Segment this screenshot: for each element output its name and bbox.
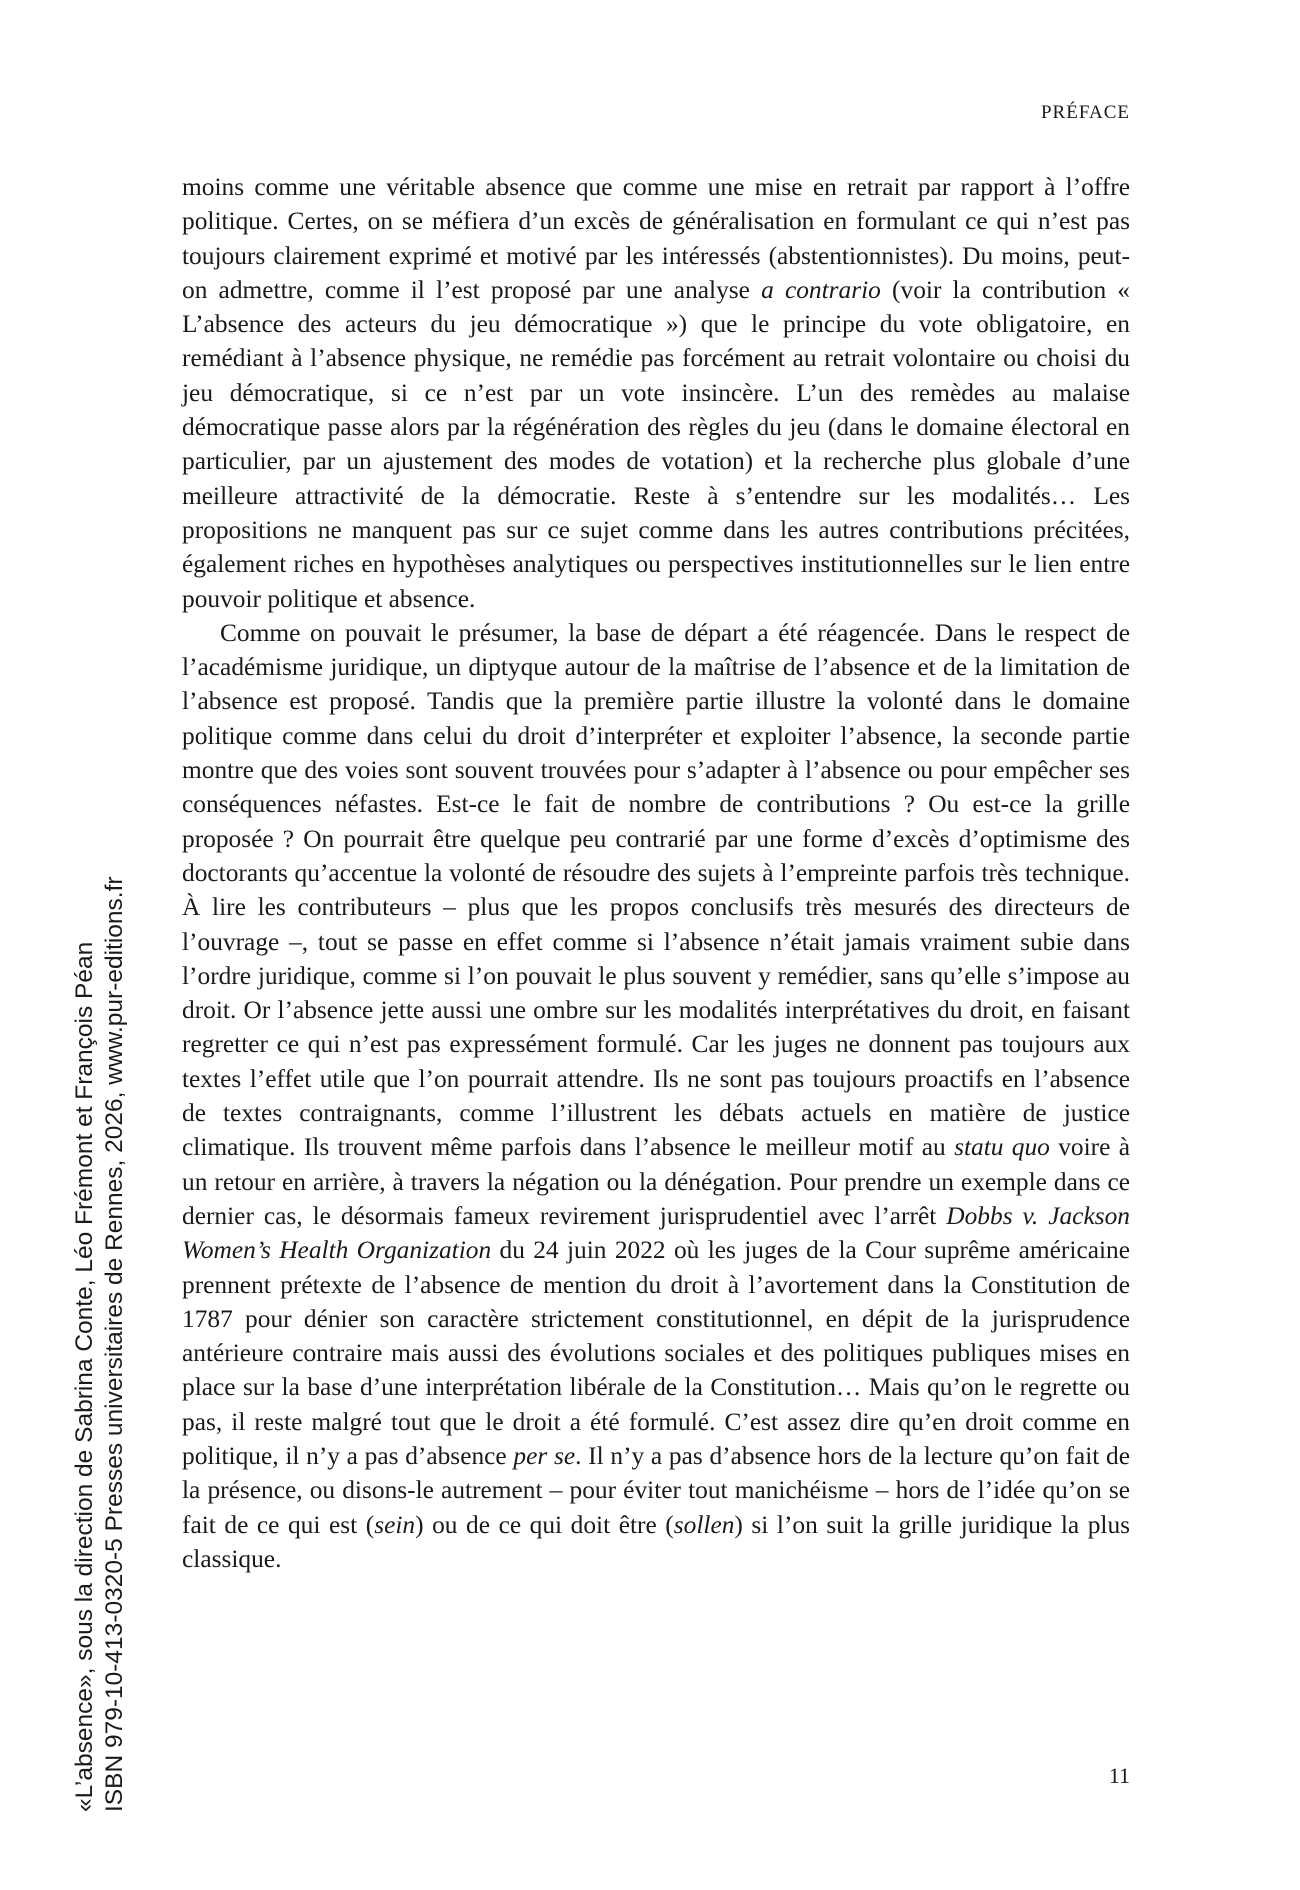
side-note-line-2: ISBN 979-10-413-0320-5 Presses universitaires de Rennes, 2026, www.pur-editions.fr — [101, 876, 128, 1812]
body-text — [182, 170, 1130, 1576]
paragraph-1-text-1: moins comme une véritable absence que comme une mise en retrait par rapport à l’offre politique. Certes, on se méfiera d’un excès de généralisation en formulant ce qui n’est pas toujours clairement exprimé et motivé par les intéressés (abstentionnistes). Du moins, peut-on admettre, comme il l’est proposé par une analyse — [182, 173, 1130, 304]
paragraph-2 — [182, 616, 1130, 1576]
paragraph-2-italic-3: per se — [513, 1441, 576, 1470]
paragraph-2-italic-1: statu quo — [954, 1133, 1050, 1162]
side-copyright-note — [70, 852, 130, 1812]
running-head: PRÉFACE — [1040, 102, 1130, 123]
paragraph-1-text-2: (voir la contribution « L’absence des acteurs du jeu démocratique ») que le principe du vote obligatoire, en remédiant à l’absence physique, ne remédie pas forcément au retrait volontaire ou choisi du jeu démocratique, si ce n’est par un vote insincère. L’un des remèdes au malaise démocratique passe alors par la régénération des règles du jeu (dans le domaine électoral en particulier, par un ajustement des modes de votation) et la recherche plus globale d’une meilleure attractivité de la démocratie. Reste à s’entendre sur les modalités… Les propositions ne manquent pas sur ce sujet comme dans les autres contributions précitées, également riches en hypothèses analytiques ou perspectives institutionnelles sur le lien entre pouvoir politique et absence. — [182, 275, 1130, 613]
side-note-line-1: «L’absence», sous la direction de Sabrina Conte, Léo Frémont et François Péan — [71, 941, 98, 1812]
paragraph-2-italic-5: sollen — [673, 1510, 735, 1539]
paragraph-1-italic-1: a contrario — [761, 275, 881, 304]
paragraph-2-text-5: ) ou de ce qui doit être ( — [415, 1510, 674, 1539]
paragraph-2-text-1: Comme on pouvait le présumer, la base de départ a été réagencée. Dans le respect de l’académisme juridique, un diptyque autour de la maîtrise de l’absence et de la limitation de l’absence est proposé. Tandis que la première partie illustre la volonté dans le domaine politique comme dans celui du droit d’interpréter et exploiter l’absence, la seconde partie montre que des voies sont souvent trouvées pour s’adapter à l’absence ou pour empêcher ses conséquences néfastes. Est-ce le fait de nombre de contributions ? Ou est-ce la grille proposée ? On pourrait être quelque peu contrarié par une forme d’excès d’optimisme des doctorants qu’accentue la volonté de résoudre des sujets à l’empreinte parfois très technique. À lire les contributeurs – plus que les propos conclusifs très mesurés des directeurs de l’ouvrage –, tout se passe en effet comme si l’absence n’était jamais vraiment subie dans l’ordre juridique, comme si l’on pouvait le plus souvent y remédier, sans qu’elle s’impose au droit. Or l’absence jette aussi une ombre sur les modalités interprétatives du droit, en faisant regretter ce qui n’est pas expressément formulé. Car les juges ne donnent pas toujours aux textes l’effet utile que l’on pourrait attendre. Ils ne sont pas toujours proactifs en l’absence de textes contraignants, comme l’illustrent les débats actuels en matière de justice climatique. Ils trouvent même parfois dans l’absence le meilleur motif au — [182, 618, 1130, 1162]
paragraph-2-italic-4: sein — [374, 1510, 416, 1539]
paragraph-2-text-4: . Il n’y a pas d’absence hors de la lecture qu’on fait de la présence, ou disons-le autrement – pour éviter tout manichéisme – hors de l’idée qu’on se fait de ce qui est ( — [182, 1441, 1130, 1539]
paragraph-1 — [182, 170, 1130, 616]
paragraph-2-text-2: voire à un retour en arrière, à travers la négation ou la dénégation. Pour prendre un exemple dans ce dernier cas, le désormais fameux revirement jurisprudentiel avec l’arrêt — [182, 1133, 1130, 1230]
paragraph-2-italic-2: Dobbs v. Jackson Women’s Health Organization — [182, 1201, 1130, 1265]
paragraph-2-text-3: du 24 juin 2022 où les juges de la Cour suprême américaine prennent prétexte de l’absence de mention du droit à l’avortement dans la Constitution de 1787 pour dénier son caractère strictement constitutionnel, en dépit de la jurisprudence antérieure contraire mais aussi des évolutions sociales et des politiques publiques mises en place sur la base d’une interprétation libérale de la Constitution… Mais qu’on le regrette ou pas, il reste malgré tout que le droit a été formulé. C’est assez dire qu’en droit comme en politique, il n’y a pas d’absence — [182, 1236, 1130, 1470]
paragraph-2-text-6: ) si l’on suit la grille juridique la plus classique. — [182, 1510, 1131, 1573]
page-number: 11 — [1108, 1763, 1130, 1788]
